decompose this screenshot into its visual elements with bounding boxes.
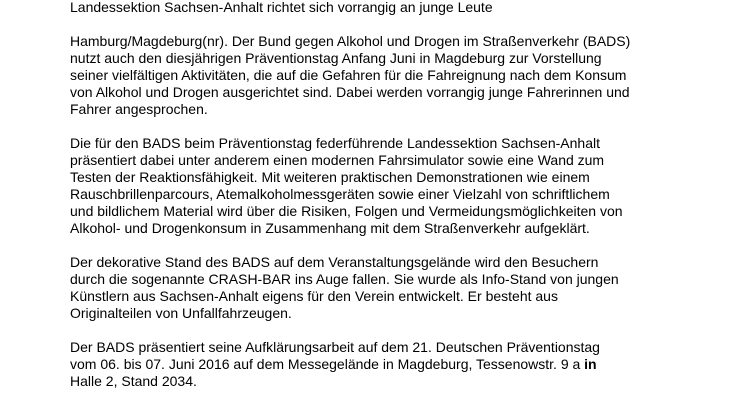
paragraph-event-info <box>70 339 730 390</box>
text-line: Testen der Reaktionsfähigkeit. Mit weiteren praktischen Demonstrationen wie einem <box>70 169 590 185</box>
text-line <box>70 356 730 373</box>
document-body <box>70 0 730 390</box>
text-line: seiner vielfältigen Aktivitäten, die auf die Gefahren für die Fahreignung nach dem Konsum <box>70 67 627 83</box>
paragraph-crash-bar <box>70 254 730 322</box>
text-line: von Alkohol und Drogen ausgerichtet sind. Dabei werden vorrangig junge Fahrerinnen und <box>70 84 630 100</box>
paragraph-landessektion <box>70 135 730 237</box>
text-line: Der BADS präsentiert seine Aufklärungsarbeit auf dem 21. Deutschen Präventionstag <box>70 339 600 355</box>
text-line: Alkohol- und Drogenkonsum in Zusammenhang mit dem Straßenverkehr aufgeklärt. <box>70 220 590 236</box>
text-line: präsentiert dabei unter anderem einen modernen Fahrsimulator sowie eine Wand zum <box>70 152 605 168</box>
text-line: Der dekorative Stand des BADS auf dem Veranstaltungsgelände wird den Besuchern <box>70 254 599 270</box>
text-segment: vom 06. bis 07. Juni 2016 auf dem Messegelände in Magdeburg, Tessenowstr. 9 a <box>70 356 585 372</box>
text-line: Fahrer angesprochen. <box>70 101 208 117</box>
article-subtitle: Landessektion Sachsen-Anhalt richtet sich vorrangig an junge Leute <box>70 0 493 15</box>
bold-word: in <box>584 356 597 372</box>
text-line: Originalteilen von Unfallfahrzeugen. <box>70 305 292 321</box>
text-line: Die für den BADS beim Präventionstag federführende Landessektion Sachsen-Anhalt <box>70 135 600 151</box>
text-line: und bildlichem Material wird über die Risiken, Folgen und Vermeidungsmöglichkeiten von <box>70 203 623 219</box>
text-line: Rauschbrillenparcours, Atemalkoholmessgeräten sowie einer Vielzahl von schriftlichem <box>70 186 610 202</box>
text-line: Hamburg/Magdeburg(nr). Der Bund gegen Alkohol und Drogen im Straßenverkehr (BADS) <box>70 33 631 49</box>
text-line: Halle 2, Stand 2034. <box>70 373 197 389</box>
text-line: nutzt auch den diesjährigen Präventionstag Anfang Juni in Magdeburg zur Vorstellung <box>70 50 602 66</box>
text-line: durch die sogenannte CRASH-BAR ins Auge fallen. Sie wurde als Info-Stand von jungen <box>70 271 619 287</box>
paragraph-intro <box>70 33 730 118</box>
text-line: Künstlern aus Sachsen-Anhalt eigens für den Verein entwickelt. Er besteht aus <box>70 288 558 304</box>
